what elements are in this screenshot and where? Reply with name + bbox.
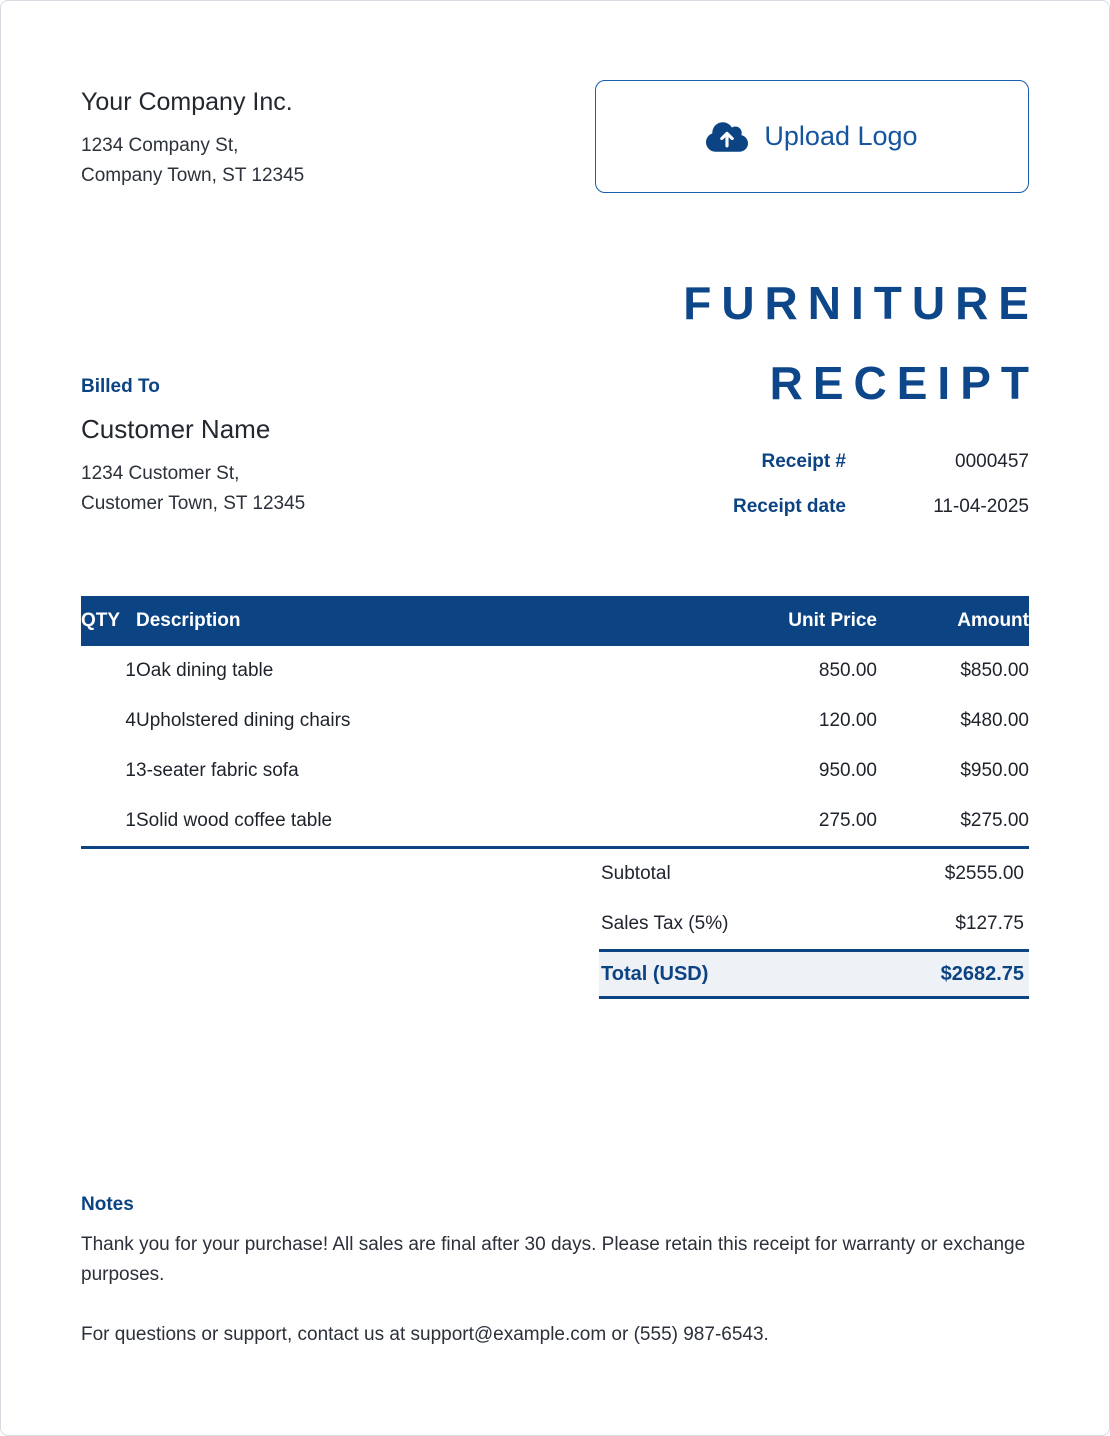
notes-label: Notes xyxy=(81,1194,134,1215)
item-unit-price: 120.00 xyxy=(818,710,877,731)
total-label: Total (USD) xyxy=(601,962,709,985)
item-unit-price: 850.00 xyxy=(818,660,877,681)
item-unit-price: 950.00 xyxy=(818,760,877,781)
item-amount: $950.00 xyxy=(960,760,1029,781)
sales-tax-row xyxy=(599,899,1029,949)
item-qty: 4 xyxy=(125,710,136,731)
amount-column-header: Amount xyxy=(957,610,1029,631)
company-address xyxy=(81,131,304,191)
description-column-header: Description xyxy=(136,610,241,631)
table-row xyxy=(81,796,1029,846)
item-amount: $850.00 xyxy=(960,660,1029,681)
item-qty: 1 xyxy=(125,660,136,681)
item-description: Upholstered dining chairs xyxy=(136,710,351,731)
totals-block xyxy=(599,849,1029,999)
item-amount: $275.00 xyxy=(960,810,1029,831)
customer-address-line1: 1234 Customer St, xyxy=(81,463,240,484)
line-items-table xyxy=(81,596,1029,846)
total-value: $2682.75 xyxy=(940,962,1024,985)
page-title-line2: RECEIPT xyxy=(769,357,1039,409)
cloud-upload-icon xyxy=(706,120,748,154)
item-amount: $480.00 xyxy=(960,710,1029,731)
table-row xyxy=(81,696,1029,746)
table-row xyxy=(81,746,1029,796)
title-meta-block xyxy=(683,193,1039,529)
customer-name: Customer Name xyxy=(81,414,271,444)
item-qty: 1 xyxy=(125,810,136,831)
page-title xyxy=(683,263,1039,423)
sales-tax-value: $127.75 xyxy=(955,913,1024,934)
company-block xyxy=(81,80,304,191)
receipt-date-row xyxy=(683,484,1029,529)
receipt-number-value: 0000457 xyxy=(955,450,1029,472)
company-name: Your Company Inc. xyxy=(81,88,293,116)
info-section xyxy=(81,193,1039,529)
table-header xyxy=(81,596,1029,646)
subtotal-value: $2555.00 xyxy=(944,863,1024,884)
header-section xyxy=(81,80,1029,193)
customer-address xyxy=(81,459,305,519)
item-description: 3-seater fabric sofa xyxy=(136,760,299,781)
unit-price-column-header: Unit Price xyxy=(788,610,877,631)
item-description: Solid wood coffee table xyxy=(136,810,333,831)
receipt-date-label: Receipt date xyxy=(733,495,846,517)
table-header-row xyxy=(81,596,1029,646)
subtotal-label: Subtotal xyxy=(601,863,671,884)
company-address-line1: 1234 Company St, xyxy=(81,135,239,156)
receipt-number-label: Receipt # xyxy=(761,450,846,472)
customer-address-line2: Customer Town, ST 12345 xyxy=(81,493,306,514)
receipt-date-value: 11-04-2025 xyxy=(933,495,1029,517)
upload-logo-label: Upload Logo xyxy=(764,121,918,151)
sales-tax-label: Sales Tax (5%) xyxy=(601,913,729,934)
notes-paragraph-1: Thank you for your purchase! All sales are final after 30 days. Please retain this receipt for warranty or exchange purposes. xyxy=(81,1234,1026,1285)
billed-to-block xyxy=(81,376,305,519)
item-qty: 1 xyxy=(125,760,136,781)
company-address-line2: Company Town, ST 12345 xyxy=(81,165,305,186)
item-description: Oak dining table xyxy=(136,660,274,681)
subtotal-row xyxy=(599,849,1029,899)
receipt-meta xyxy=(683,439,1029,529)
billed-to-label: Billed To xyxy=(81,376,160,397)
notes-section xyxy=(81,1194,1029,1350)
page-title-line1: FURNITURE xyxy=(683,277,1039,329)
notes-paragraph-2: For questions or support, contact us at support@example.com or (555) 987-6543. xyxy=(81,1324,769,1345)
qty-column-header: QTY xyxy=(81,610,121,631)
item-unit-price: 275.00 xyxy=(818,810,877,831)
upload-logo-button[interactable] xyxy=(595,80,1029,193)
table-row xyxy=(81,646,1029,696)
total-row xyxy=(599,949,1029,999)
receipt-number-row xyxy=(683,439,1029,484)
